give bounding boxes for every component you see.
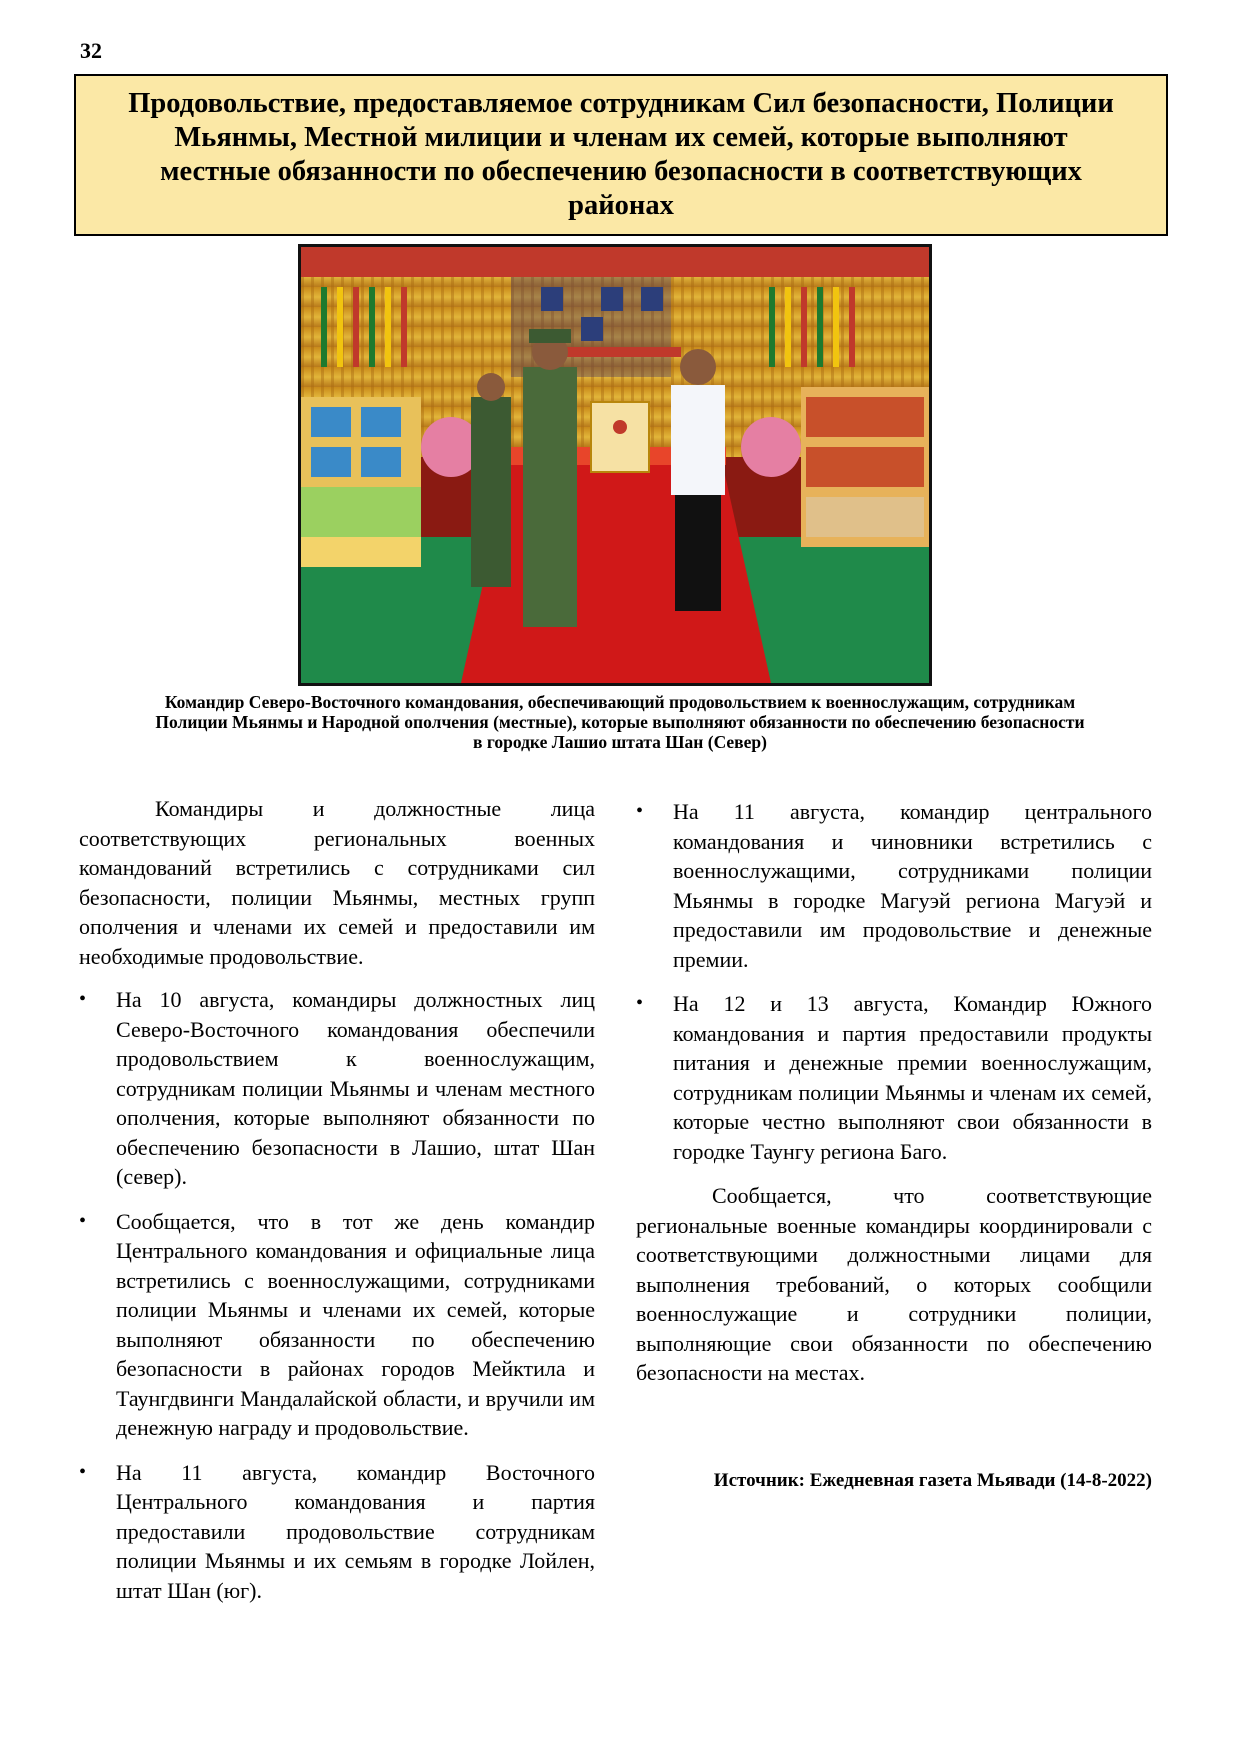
right-bullet-list (636, 797, 1152, 1166)
photo-caption: Командир Северо-Восточного командования, обеспечивающий продовольствием к военнослужащим, сотрудникам Полиции Мьянмы и Народной ополчения (местные), которые выполняют обязанности по обеспечению безопасности в городке Лашио штата Шан (Север) (155, 692, 1085, 752)
left-column (79, 794, 595, 1620)
page-title: Продовольствие, предоставляемое сотрудникам Сил безопасности, Полиции Мьянмы, Местной милиции и членам их семей, которые выполняют местные обязанности по обеспечению безопасности в соответствующих районах (128, 88, 1114, 221)
ceremony-photo-icon (301, 247, 929, 683)
list-item-text: На 11 августа, командир центрального командования и чиновники встретились с военнослужащими, сотрудниками полиции Мьянмы в городке Магуэй региона Магуэй и предоставили им продовольствие и денежные премии. (673, 799, 1152, 972)
bullet-icon: • (79, 1460, 87, 1483)
right-column (636, 797, 1152, 1388)
list-item-text: На 10 августа, командиры должностных лиц Северо-Восточного командования обеспечили продовольствием к военнослужащим, сотрудникам полиции Мьянмы и членам местного ополчения, которые выполняют обязанности по обеспечению безопасности в Лашио, штат Шан (север). (116, 987, 595, 1189)
closing-paragraph: Сообщается, что соответствующие региональные военные командиры координировали с соответствующими должностными лицами для выполнения требований, о которых сообщили военнослужащие и сотрудники полиции, выполняющие свои обязанности по обеспечению безопасности на местах. (636, 1183, 1152, 1385)
list-item (79, 1207, 595, 1443)
list-item-text: На 12 и 13 августа, Командир Южного командования и партия предоставили продукты питания и денежные премии военнослужащим, сотрудникам полиции Мьянмы и членам их семей, которые честно выполняют свои обязанности в городке Таунгу региона Баго. (673, 991, 1152, 1164)
left-bullet-list (79, 985, 595, 1605)
bullet-icon: • (79, 1209, 87, 1232)
list-item-text: Сообщается, что в тот же день командир Центрального командования и официальные лица встретились с военнослужащими, сотрудниками полиции Мьянмы и членами их семей, которые выполняют обязанности по обеспечению безопасности в районах городов Мейктила и Таунгдвинги Мандалайской области, и вручили им денежную награду и продовольствие. (116, 1208, 595, 1440)
bullet-icon: • (79, 988, 87, 1010)
intro-paragraph: Командиры и должностные лица соответствующих региональных военных командований встретились с сотрудниками сил безопасности, полиции Мьянмы, местных групп ополчения и членами их семей и предоставили им необходимые продовольствие. (79, 796, 595, 969)
ceremony-photo (298, 244, 932, 686)
bullet-icon: • (636, 800, 644, 822)
list-item (636, 989, 1152, 1166)
source-citation: Источник: Ежедневная газета Мьявади (14-8-2022) (713, 1470, 1152, 1491)
list-item-text: На 11 августа, командир Восточного Центрального командования и партия предоставили продовольствие сотрудникам полиции Мьянмы и их семьям в городке Лойлен, штат Шан (юг). (116, 1459, 595, 1603)
list-item (79, 985, 595, 1192)
list-item (636, 797, 1152, 974)
bullet-icon: • (636, 992, 644, 1014)
title-box (74, 74, 1168, 236)
list-item (79, 1458, 595, 1606)
page-number: 32 (80, 38, 102, 63)
